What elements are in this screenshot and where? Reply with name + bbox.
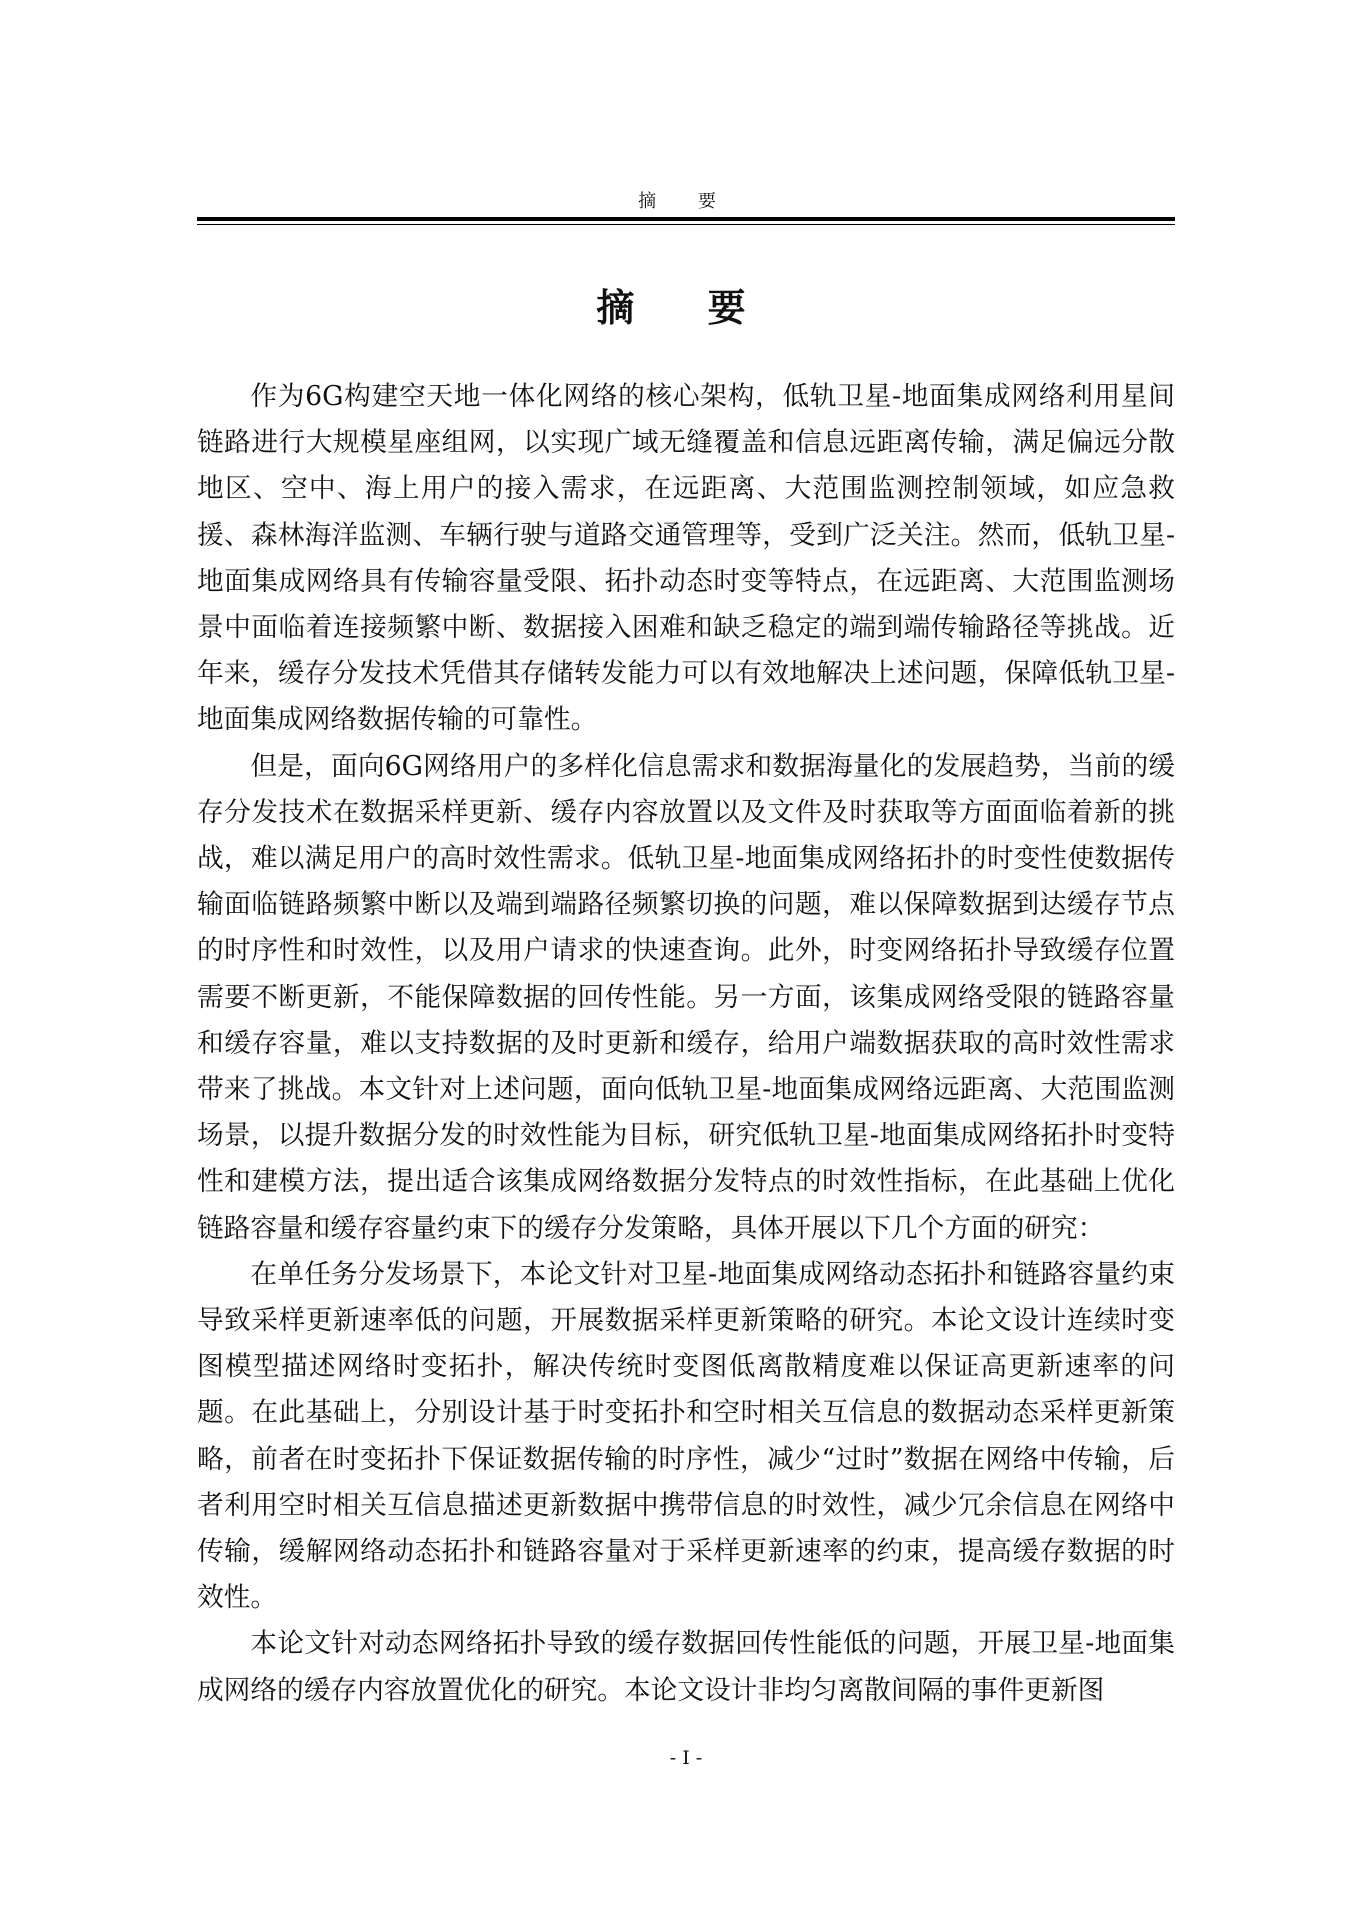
header-rule-thick xyxy=(197,217,1175,221)
paragraph-2: 但是，面向6G网络用户的多样化信息需求和数据海量化的发展趋势，当前的缓存分发技术在数据采样更新、缓存内容放置以及文件及时获取等方面面临着新的挑战，难以满足用户的高时效性需求。低轨卫星-地面集成网络拓扑的时变性使数据传输面临链路频繁中断以及端到端路径频繁切换的问题，难以保障数据到达缓存节点的时序性和时效性，以及用户请求的快速查询。此外，时变网络拓扑导致缓存位置需要不断更新，不能保障数据的回传性能。另一方面，该集成网络受限的链路容量和缓存容量，难以支持数据的及时更新和缓存，给用户端数据获取的高时效性需求带来了挑战。本文针对上述问题，面向低轨卫星-地面集成网络远距离、大范围监测场景，以提升数据分发的时效性能为目标，研究低轨卫星-地面集成网络拓扑时变特性和建模方法，提出适合该集成网络数据分发特点的时效性指标，在此基础上优化链路容量和缓存容量约束下的缓存分发策略，具体开展以下几个方面的研究： xyxy=(197,750,1175,1244)
paragraph-4: 本论文针对动态网络拓扑导致的缓存数据回传性能低的问题，开展卫星-地面集成网络的缓存内容放置优化的研究。本论文设计非均匀离散间隔的事件更新图 xyxy=(197,1628,1175,1706)
page-number: - I - xyxy=(669,1747,703,1769)
paragraph-1: 作为6G构建空天地一体化网络的核心架构，低轨卫星-地面集成网络利用星间链路进行大规模星座组网，以实现广域无缝覆盖和信息远距离传输，满足偏远分散地区、空中、海上用户的接入需求，在远距离、大范围监测控制领域，如应急救援、森林海洋监测、车辆行驶与道路交通管理等，受到广泛关注。然而，低轨卫星-地面集成网络具有传输容量受限、拓扑动态时变等特点，在远距离、大范围监测场景中面临着连接频繁中断、数据接入困难和缺乏稳定的端到端传输路径等挑战。近年来，缓存分发技术凭借其存储转发能力可以有效地解决上述问题，保障低轨卫星-地面集成网络数据传输的可靠性。 xyxy=(197,381,1175,736)
abstract-body xyxy=(197,374,1175,1714)
page-title: 摘 要 xyxy=(596,285,776,330)
paragraph-3: 在单任务分发场景下，本论文针对卫星-地面集成网络动态拓扑和链路容量约束导致采样更新速率低的问题，开展数据采样更新策略的研究。本论文设计连续时变图模型描述网络时变拓扑，解决传统时变图低离散精度难以保证高更新速率的问题。在此基础上，分别设计基于时变拓扑和空时相关互信息的数据动态采样更新策略，前者在时变拓扑下保证数据传输的时序性，减少“过时”数据在网络中传输，后者利用空时相关互信息描述更新数据中携带信息的时效性，减少冗余信息在网络中传输，缓解网络动态拓扑和链路容量对于采样更新速率的约束，提高缓存数据的时效性。 xyxy=(197,1258,1175,1614)
running-header: 摘 要 xyxy=(638,191,734,212)
header-rule-thin xyxy=(197,224,1175,225)
